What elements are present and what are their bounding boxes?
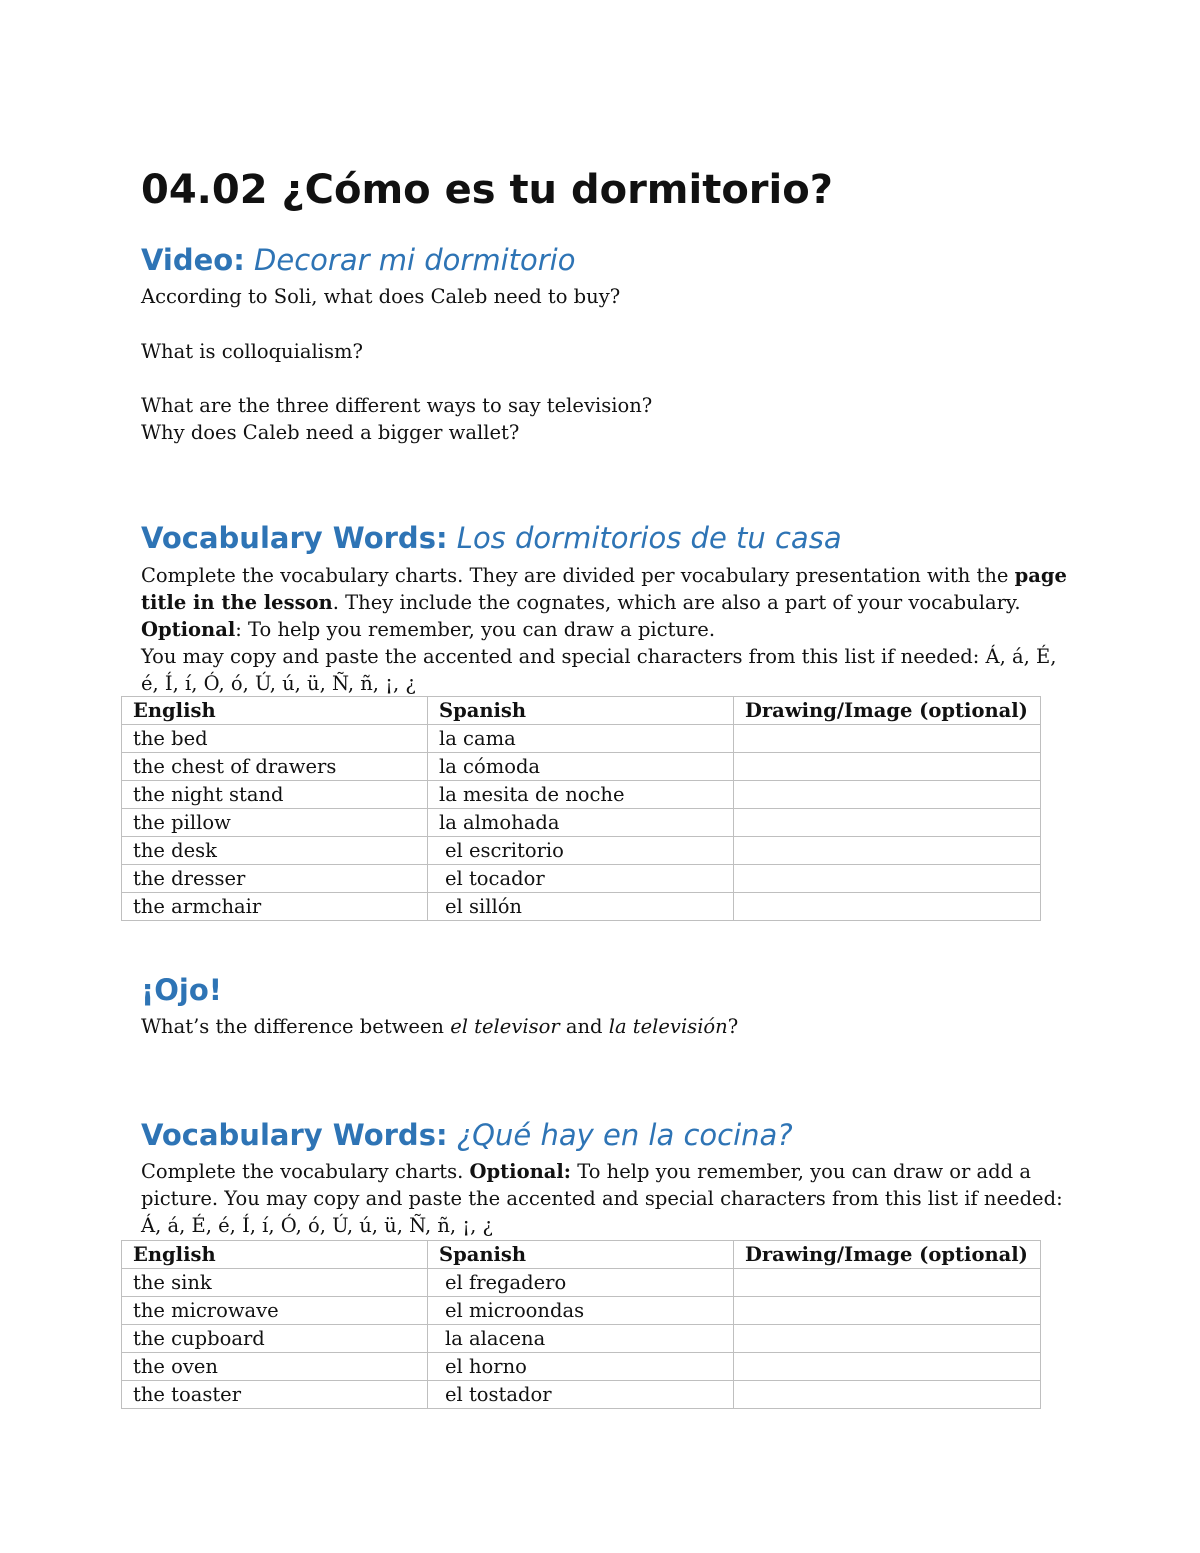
vocab2-heading-label: Vocabulary Words: bbox=[141, 1118, 448, 1152]
header-english: English bbox=[122, 697, 428, 725]
table-row bbox=[122, 725, 1041, 753]
vocab1-table bbox=[121, 696, 1041, 921]
spanish-cell: la mesita de noche bbox=[428, 781, 734, 809]
drawing-cell[interactable] bbox=[734, 1325, 1041, 1353]
table-row bbox=[122, 1269, 1041, 1297]
english-cell: the toaster bbox=[122, 1381, 428, 1409]
video-heading-label: Video: bbox=[141, 243, 245, 277]
english-cell: the oven bbox=[122, 1353, 428, 1381]
table-header-row bbox=[122, 1241, 1041, 1269]
vocab2-heading bbox=[141, 1117, 793, 1153]
drawing-cell[interactable] bbox=[734, 725, 1041, 753]
table-row bbox=[122, 837, 1041, 865]
spanish-cell: el microondas bbox=[428, 1297, 734, 1325]
english-cell: the armchair bbox=[122, 893, 428, 921]
drawing-cell[interactable] bbox=[734, 781, 1041, 809]
table-row bbox=[122, 1381, 1041, 1409]
vocab2-table bbox=[121, 1240, 1041, 1409]
header-drawing: Drawing/Image (optional) bbox=[734, 1241, 1041, 1269]
video-heading-title: Decorar mi dormitorio bbox=[254, 243, 576, 277]
page-title: 04.02 ¿Cómo es tu dormitorio? bbox=[141, 167, 833, 213]
video-question-3: What are the three different ways to say television? bbox=[141, 394, 653, 417]
video-question-4: Why does Caleb need a bigger wallet? bbox=[141, 421, 520, 444]
english-cell: the pillow bbox=[122, 809, 428, 837]
table-row bbox=[122, 1353, 1041, 1381]
header-english: English bbox=[122, 1241, 428, 1269]
english-cell: the chest of drawers bbox=[122, 753, 428, 781]
table-row bbox=[122, 809, 1041, 837]
english-cell: the sink bbox=[122, 1269, 428, 1297]
english-cell: the cupboard bbox=[122, 1325, 428, 1353]
ojo-question: What’s the difference between el televisor and la televisión? bbox=[141, 1015, 739, 1038]
english-cell: the bed bbox=[122, 725, 428, 753]
vocab1-instructions: Complete the vocabulary charts. They are divided per vocabulary presentation with the page title in the lesson. They include the cognates, which are also a part of your vocabulary. Optional: To help you remember, you can draw a picture. You may copy and paste the accented and special characters from this list if needed: Á, á, É, é, Í, í, Ó, ó, Ú, ú, ü, Ñ, ñ, ¡, ¿ bbox=[141, 564, 1067, 695]
table-header-row bbox=[122, 697, 1041, 725]
vocab1-heading bbox=[141, 520, 842, 556]
spanish-cell: la cama bbox=[428, 725, 734, 753]
video-heading bbox=[141, 242, 575, 278]
table-row bbox=[122, 893, 1041, 921]
ojo-heading bbox=[141, 972, 222, 1008]
drawing-cell[interactable] bbox=[734, 1353, 1041, 1381]
vocab1-heading-title: Los dormitorios de tu casa bbox=[456, 521, 842, 555]
header-spanish: Spanish bbox=[428, 697, 734, 725]
header-drawing: Drawing/Image (optional) bbox=[734, 697, 1041, 725]
drawing-cell[interactable] bbox=[734, 1381, 1041, 1409]
drawing-cell[interactable] bbox=[734, 809, 1041, 837]
spanish-cell: el tostador bbox=[428, 1381, 734, 1409]
drawing-cell[interactable] bbox=[734, 1297, 1041, 1325]
table-row bbox=[122, 1297, 1041, 1325]
spanish-cell: el sillón bbox=[428, 893, 734, 921]
drawing-cell[interactable] bbox=[734, 837, 1041, 865]
spanish-cell: el tocador bbox=[428, 865, 734, 893]
spanish-cell: la almohada bbox=[428, 809, 734, 837]
drawing-cell[interactable] bbox=[734, 893, 1041, 921]
vocab1-heading-label: Vocabulary Words: bbox=[141, 521, 448, 555]
spanish-cell: la alacena bbox=[428, 1325, 734, 1353]
english-cell: the desk bbox=[122, 837, 428, 865]
vocab2-heading-title: ¿Qué hay en la cocina? bbox=[456, 1118, 793, 1152]
header-spanish: Spanish bbox=[428, 1241, 734, 1269]
drawing-cell[interactable] bbox=[734, 865, 1041, 893]
drawing-cell[interactable] bbox=[734, 1269, 1041, 1297]
table-row bbox=[122, 781, 1041, 809]
ojo-heading-text: ¡Ojo! bbox=[141, 973, 222, 1007]
table-row bbox=[122, 865, 1041, 893]
vocab2-instructions: Complete the vocabulary charts. Optional: To help you remember, you can draw or add a picture. You may copy and paste the accented and special characters from this list if needed: Á, á, É, é, Í, í, Ó, ó, Ú, ú, ü, Ñ, ñ, ¡, ¿ bbox=[141, 1160, 1063, 1237]
drawing-cell[interactable] bbox=[734, 753, 1041, 781]
video-question-1: According to Soli, what does Caleb need to buy? bbox=[141, 285, 621, 308]
spanish-cell: la cómoda bbox=[428, 753, 734, 781]
spanish-cell: el horno bbox=[428, 1353, 734, 1381]
vocab1-special-chars: You may copy and paste the accented and special characters from this list if needed: Á, á, É, é, Í, í, Ó, ó, Ú, ú, ü, Ñ, ñ, ¡, ¿ bbox=[141, 645, 1057, 695]
english-cell: the dresser bbox=[122, 865, 428, 893]
video-question-2: What is colloquialism? bbox=[141, 340, 363, 363]
spanish-cell: el fregadero bbox=[428, 1269, 734, 1297]
table-row bbox=[122, 753, 1041, 781]
english-cell: the night stand bbox=[122, 781, 428, 809]
spanish-cell: el escritorio bbox=[428, 837, 734, 865]
english-cell: the microwave bbox=[122, 1297, 428, 1325]
table-row bbox=[122, 1325, 1041, 1353]
